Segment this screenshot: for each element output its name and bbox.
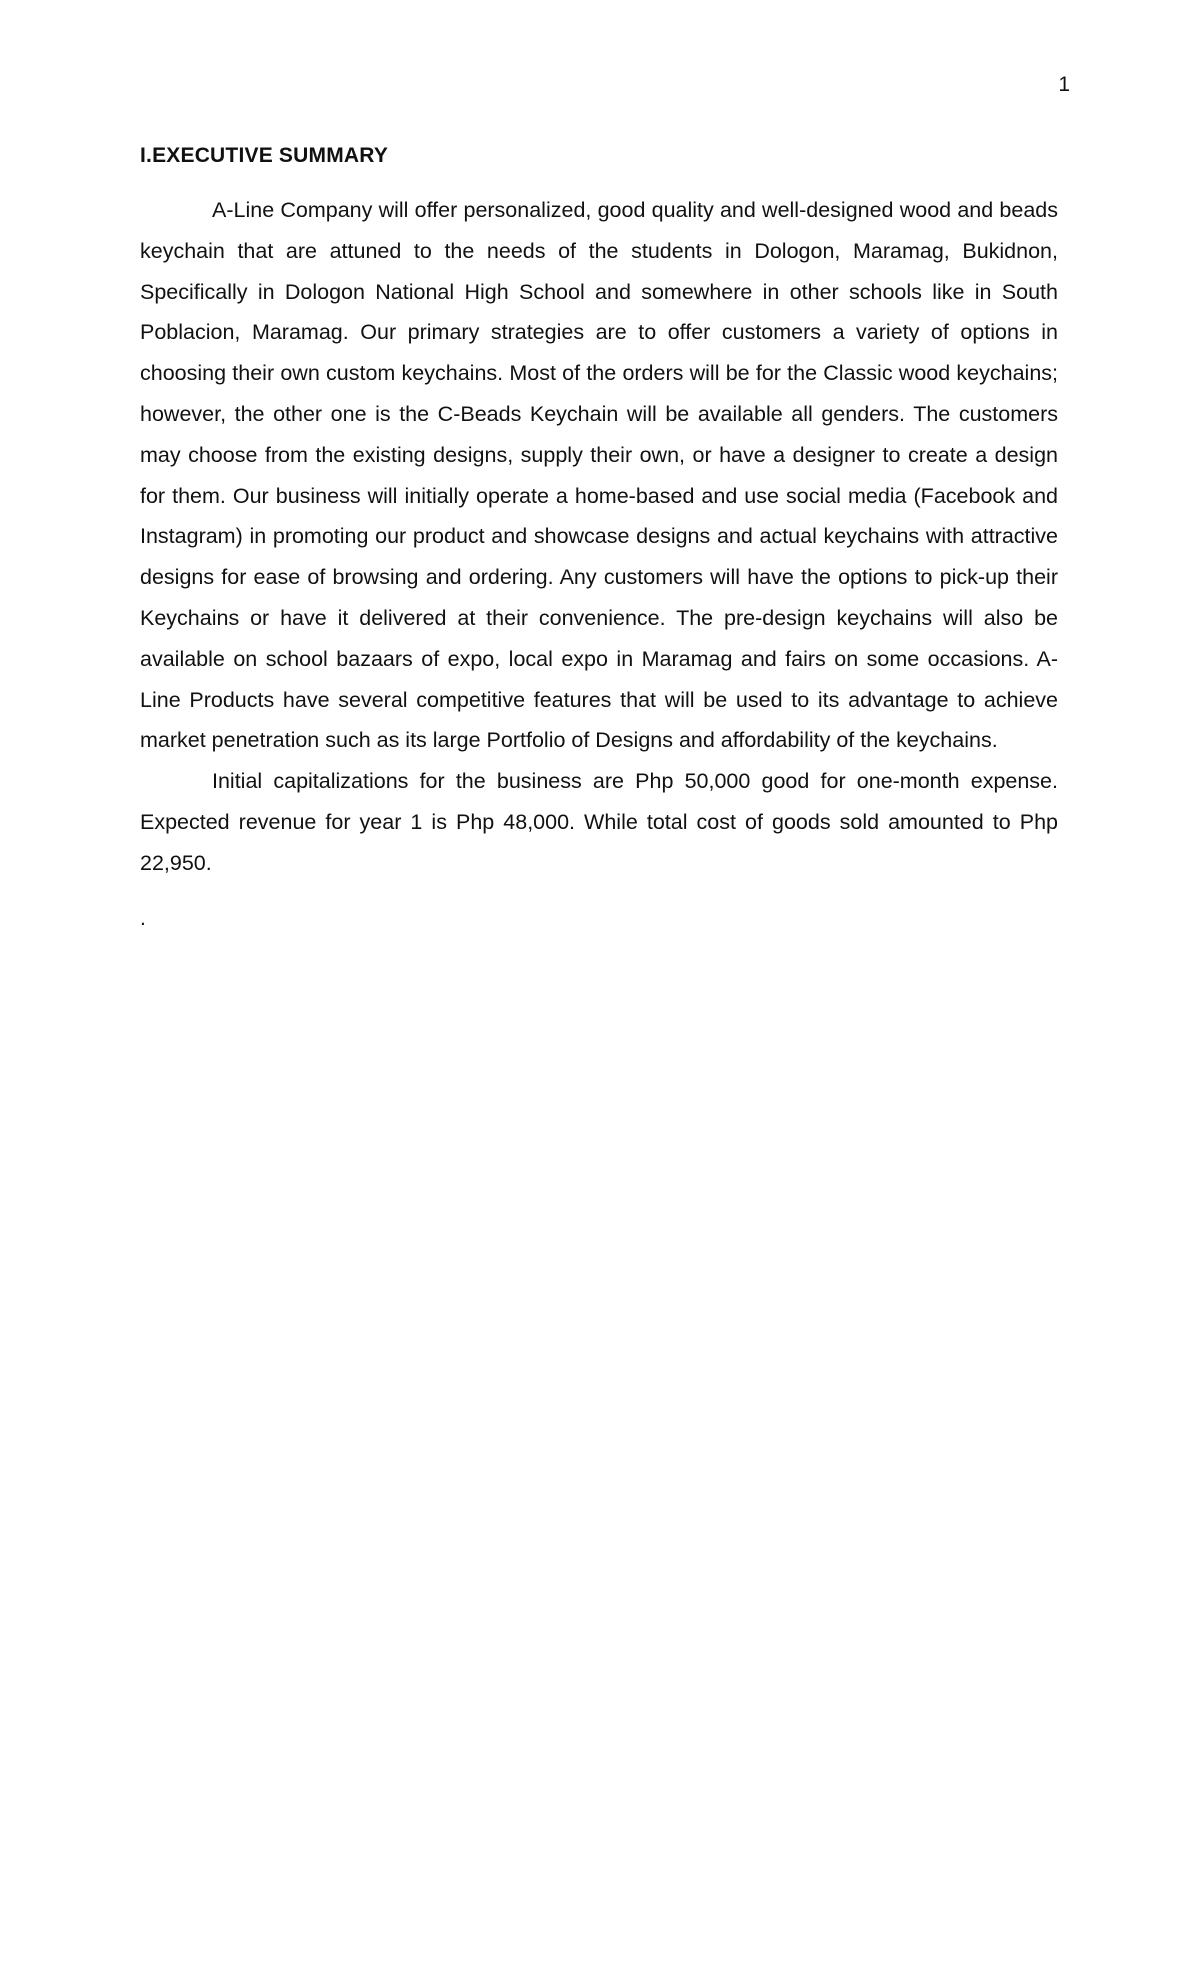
summary-paragraph-1: A-Line Company will offer personalized, good quality and well-designed wood and beads keychain that are attuned to the needs of the students in Dologon, Maramag, Bukidnon, Specifically in Dologon National High School and somewhere in other schools like in South Poblacion, Maramag. Our primary strategies are to offer customers a variety of options in choosing their own custom keychains. Most of the orders will be for the Classic wood keychains; however, the other one is the C-Beads Keychain will be available all genders. The customers may choose from the existing designs, supply their own, or have a designer to create a design for them. Our business will initially operate a home-based and use social media (Facebook and Instagram) in promoting our product and showcase designs and actual keychains with attractive designs for ease of browsing and ordering. Any customers will have the options to pick-up their Keychains or have it delivered at their convenience. The pre-design keychains will also be available on school bazaars of expo, local expo in Maramag and fairs on some occasions. A-Line Products have several competitive features that will be used to its advantage to achieve market penetration such as its large Portfolio of Designs and affordability of the keychains. xyxy=(140,198,1058,753)
trailing-period: . xyxy=(140,906,146,930)
summary-paragraph-2: Initial capitalizations for the business are Php 50,000 good for one-month expense. Expected revenue for year 1 is Php 48,000. While total cost of goods sold amounted to Php 22,950. xyxy=(140,769,1058,875)
section-heading: I.EXECUTIVE SUMMARY xyxy=(140,144,389,167)
page-content xyxy=(140,140,1058,934)
page-number: 1 xyxy=(1058,73,1070,96)
